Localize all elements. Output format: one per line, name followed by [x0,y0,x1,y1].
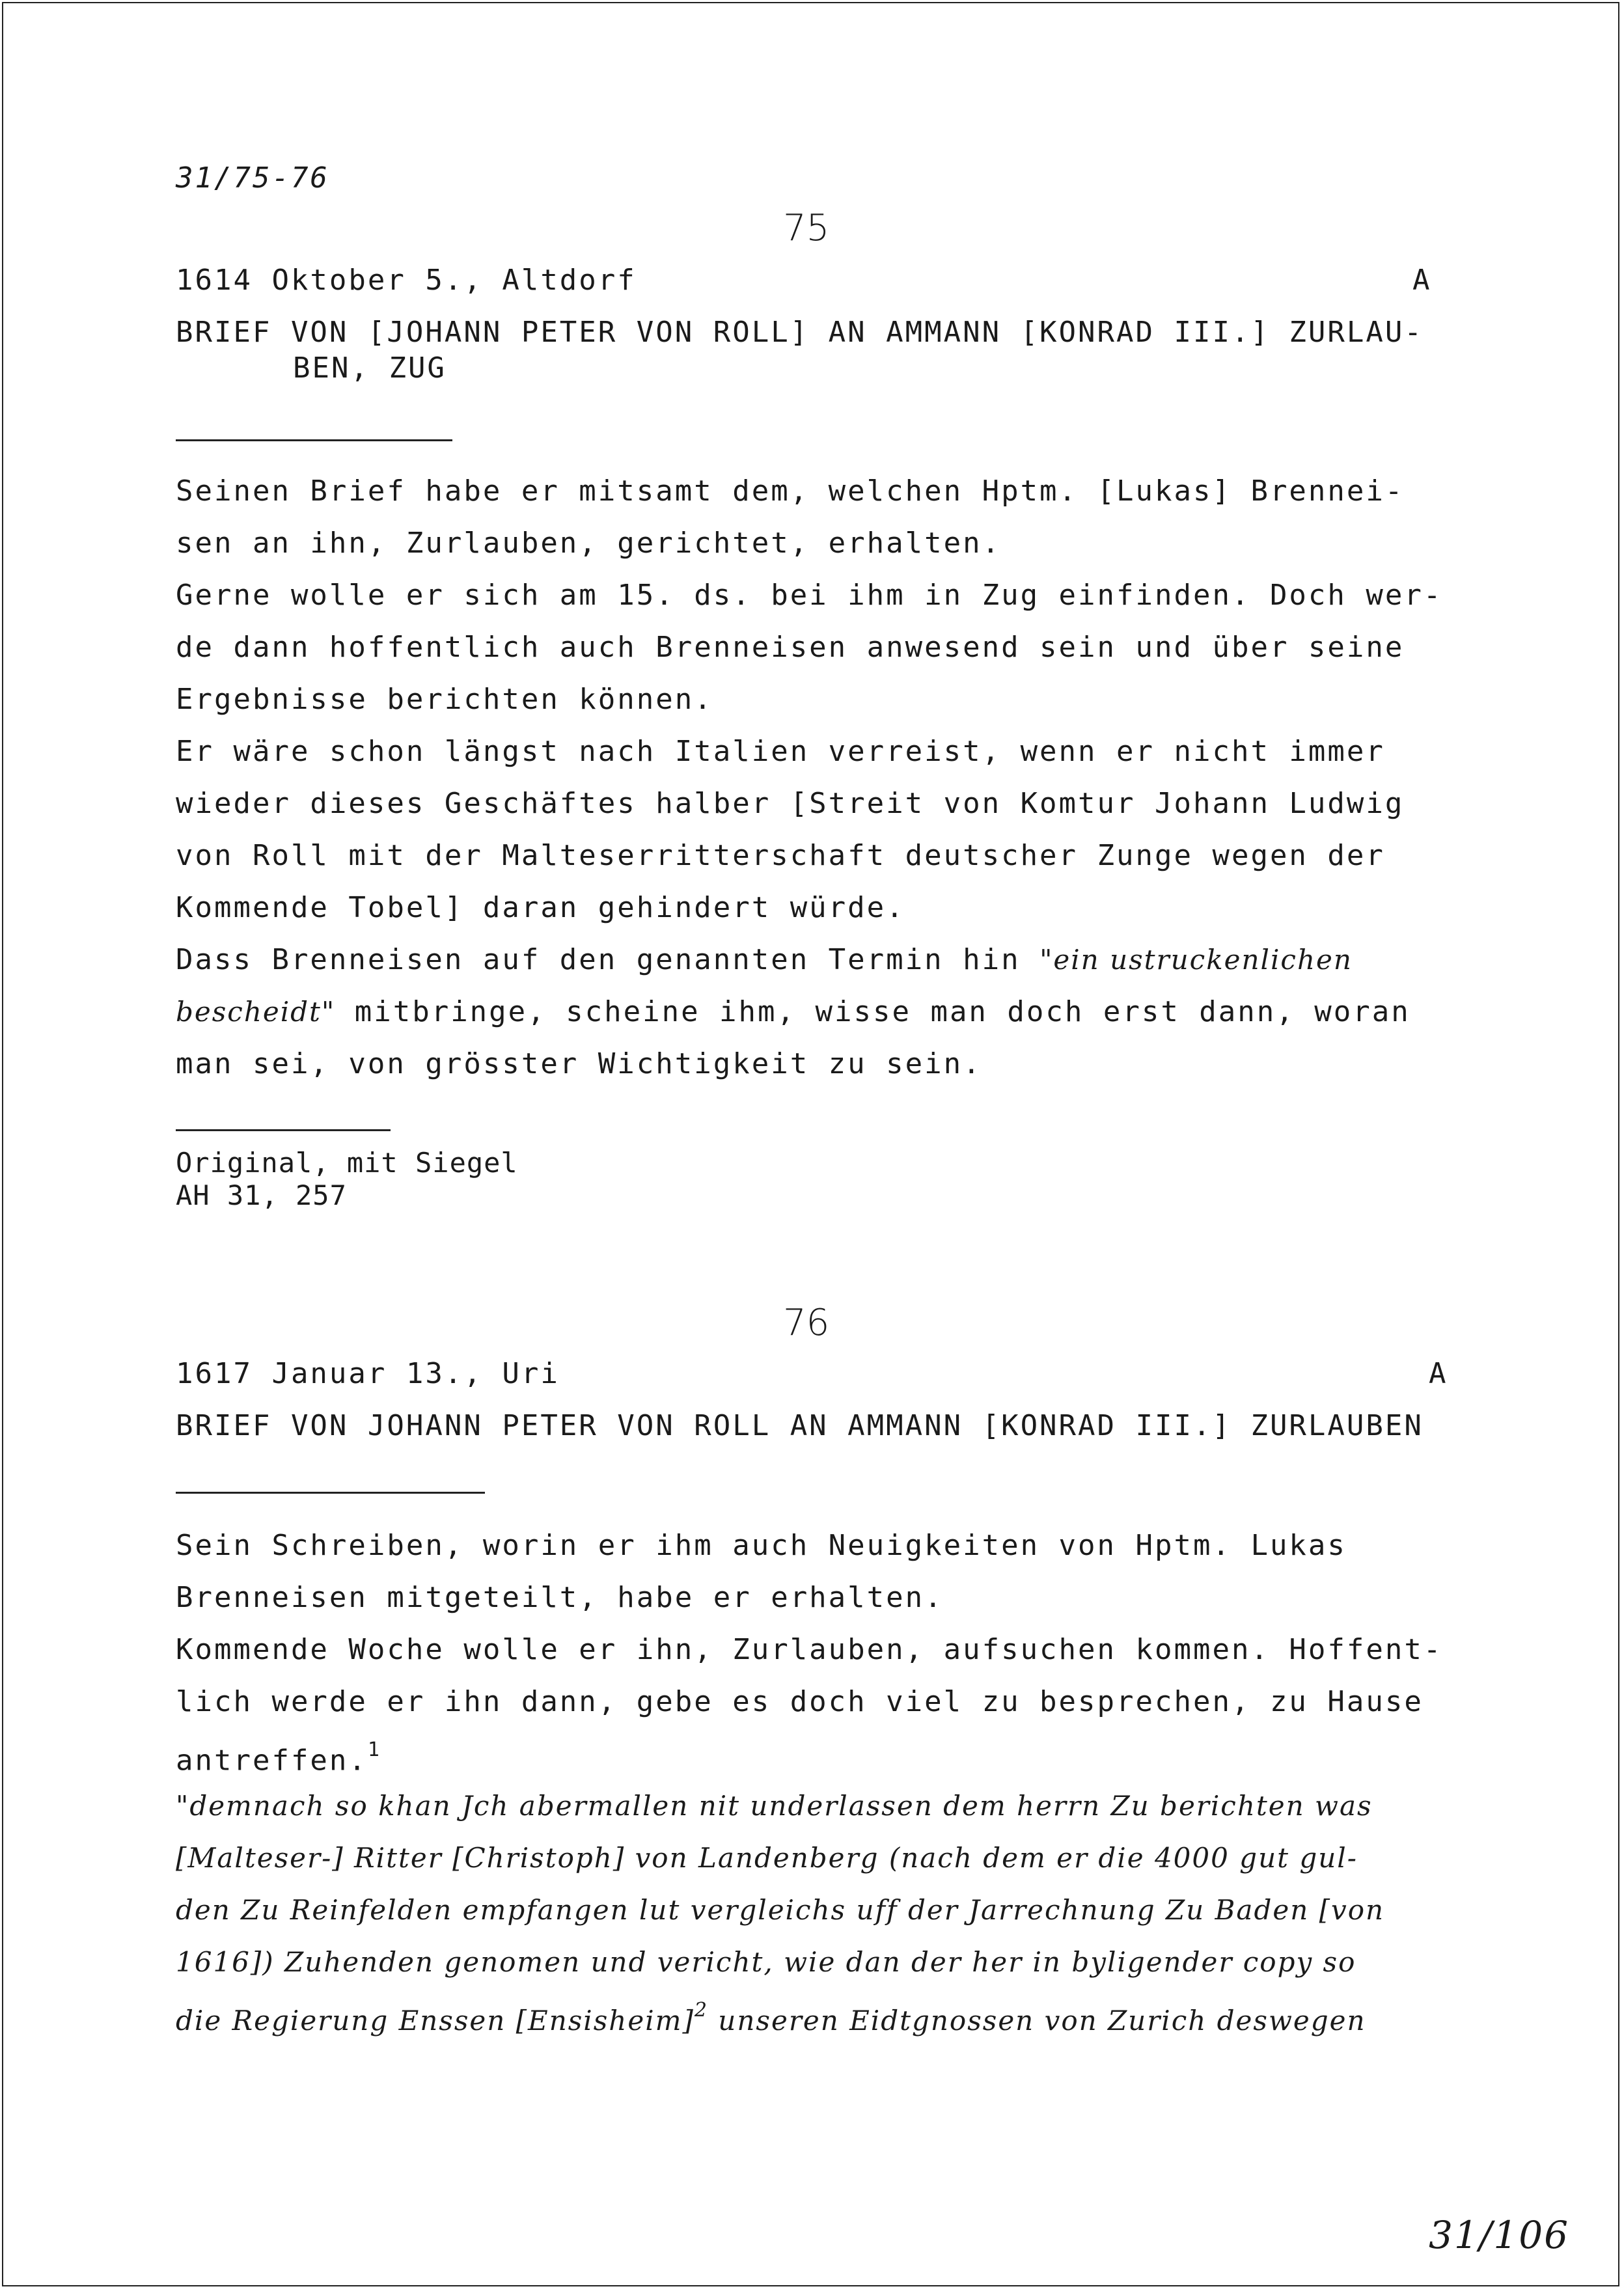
entry-75-mark: A [1412,264,1432,297]
quote-line: "demnach so khan Jch abermallen nit underlassen dem herrn Zu berichten was [176,1790,1373,1822]
entry-number-76: 76 [783,1302,830,1344]
entry-75-source [176,1147,518,1212]
body-line [176,1728,1442,1780]
entry-76-mark: A [1429,1357,1448,1390]
body-line: sen an ihn, Zurlauben, gerichtet, erhalten. [176,527,1002,560]
body-line: lich werde er ihn dann, gebe es doch viel zu besprechen, zu Hause [176,1685,1424,1718]
source-line: AH 31, 257 [176,1179,347,1211]
entry-76-date-place: 1617 Januar 13., Uri [176,1357,560,1390]
body-text: mitbringe, scheine ihm, wisse man doch erst dann, woran [335,995,1411,1028]
body-line [176,986,1442,1038]
separator-rule [176,439,452,441]
body-line: de dann hoffentlich auch Brenneisen anwesend sein und über seine [176,631,1405,664]
footnote-marker-2: 2 [694,1999,708,2022]
body-line: von Roll mit der Malteserritterschaft deutscher Zunge wegen der [176,839,1385,872]
body-line: Gerne wolle er sich am 15. ds. bei ihm in Zug einfinden. Doch wer- [176,579,1443,612]
entry-75-body [176,465,1442,1090]
archive-reference: 31/75-76 [176,161,329,195]
separator-rule [176,1492,485,1494]
separator-rule [176,1129,391,1131]
entry-76-heading: BRIEF VON JOHANN PETER VON ROLL AN AMMANN [KONRAD III.] ZURLAUBEN [176,1409,1424,1442]
body-line: Ergebnisse berichten können. [176,683,713,716]
entry-number-75: 75 [783,207,830,249]
quote-line: [Malteser-] Ritter [Christoph] von Landenberg (nach dem er die 4000 gut gul- [176,1842,1358,1874]
body-line [176,934,1442,986]
entry-75-date-place: 1614 Oktober 5., Altdorf [176,264,637,297]
quote-text: die Regierung Enssen [Ensisheim] [176,2005,695,2037]
body-line: Sein Schreiben, worin er ihm auch Neuigkeiten von Hptm. Lukas [176,1529,1347,1562]
footnote-marker-1: 1 [367,1738,381,1761]
body-line: Er wäre schon längst nach Italien verreist, wenn er nicht immer [176,735,1385,768]
body-line: Brenneisen mitgeteilt, habe er erhalten. [176,1581,944,1614]
body-line: man sei, von grösster Wichtigkeit zu sein. [176,1047,982,1080]
body-text: Dass Brenneisen auf den genannten Termin hin [176,943,1040,976]
quote-line: den Zu Reinfelden empfangen lut vergleichs uff der Jarrechnung Zu Baden [von [176,1894,1385,1926]
entry-76-body [176,1520,1442,1780]
body-line: wieder dieses Geschäftes halber [Streit von Komtur Johann Ludwig [176,787,1405,820]
source-line: Original, mit Siegel [176,1147,518,1179]
entry-75-heading-line-1: BRIEF VON [JOHANN PETER VON ROLL] AN AMMANN [KONRAD III.] ZURLAU- [176,316,1424,349]
quoted-text: "ein ustruckenlichen [1039,944,1353,976]
body-line: Kommende Tobel] daran gehindert würde. [176,891,905,924]
handwritten-page-number: 31/106 [1429,2213,1570,2257]
quote-text: unseren Eidtgnossen von Zurich deswegen [708,2005,1366,2037]
entry-76-quote [176,1780,1384,2040]
entry-75-heading-line-2: BEN, ZUG [293,351,447,385]
quote-line [176,1988,1384,2040]
body-line: Seinen Brief habe er mitsamt dem, welchen Hptm. [Lukas] Brennei- [176,474,1405,508]
quote-line: 1616]) Zuhenden genomen und vericht, wie dan der her in byligender copy so [176,1946,1356,1978]
body-line: Kommende Woche wolle er ihn, Zurlauben, aufsuchen kommen. Hoffent- [176,1633,1443,1666]
quoted-text: bescheidt" [176,996,336,1028]
body-text: antreffen. [176,1744,368,1777]
